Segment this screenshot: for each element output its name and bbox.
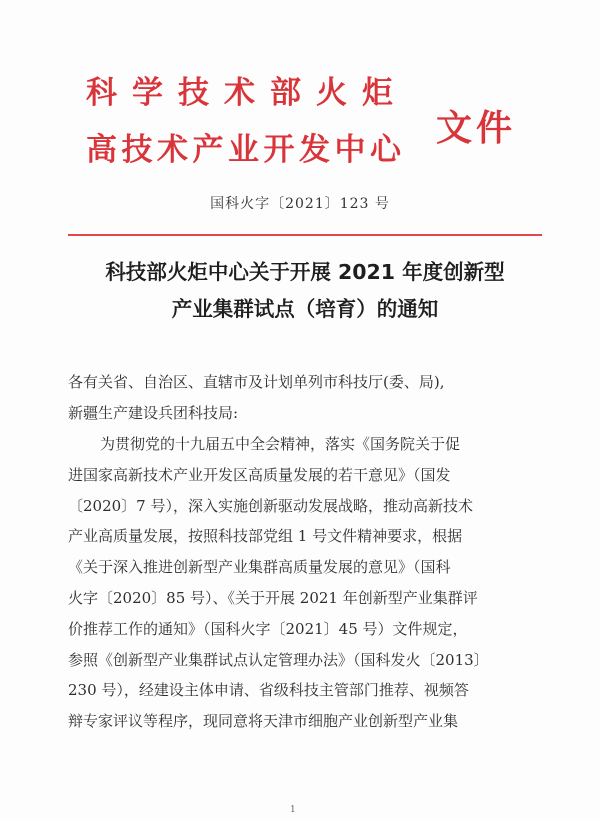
document-number: 国科火字〔2021〕123 号 [210, 196, 390, 212]
issuer-line-1: 科学技术部火炬 [86, 75, 408, 111]
notice-title-line-2: 产业集群试点（培育）的通知 [171, 297, 439, 321]
body-line: 价推荐工作的通知》（国科火字〔2021〕45 号）文件规定， [68, 619, 468, 638]
notice-title [60, 254, 550, 328]
body-line: 进国家高新技术产业开发区高质量发展的若干意见》（国发 [68, 465, 451, 484]
body-line: 230 号），经建设主体申请、省级科技主管部门推荐、视频答 [68, 681, 469, 700]
body-line: 辩专家评议等程序，现同意将天津市细胞产业创新型产业集 [68, 712, 459, 731]
body-line: 为贯彻党的十九届五中全会精神，落实《国务院关于促 [100, 435, 461, 453]
body-line: 参照《创新型产业集群试点认定管理办法》（国科发火〔2013〕 [68, 650, 489, 669]
body-line: 火字〔2020〕85 号）、《关于开展 2021 年创新型产业集群评 [68, 588, 478, 607]
document-type-label: 文件 [436, 108, 517, 149]
body-paragraph [68, 429, 558, 737]
addressee-block [68, 367, 444, 429]
body-line: 《关于深入推进创新型产业集群高质量发展的意见》（国科 [68, 558, 451, 577]
addressee-line-2: 新疆生产建设兵团科技局: [68, 404, 239, 422]
body-line: 〔2020〕7 号），深入实施创新驱动发展战略，推动高新技术 [68, 496, 473, 515]
issuer-line-2: 高技术产业开发中心 [86, 132, 406, 168]
page-number: 1 [290, 805, 296, 815]
addressee-line-1: 各有关省、自治区、直辖市及计划单列市科技厅(委、局), [68, 373, 445, 391]
body-line: 产业高质量发展，按照科技部党组 1 号文件精神要求，根据 [68, 527, 463, 546]
notice-title-line-1: 科技部火炬中心关于开展 2021 年度创新型 [105, 260, 505, 284]
header-divider [68, 234, 542, 236]
